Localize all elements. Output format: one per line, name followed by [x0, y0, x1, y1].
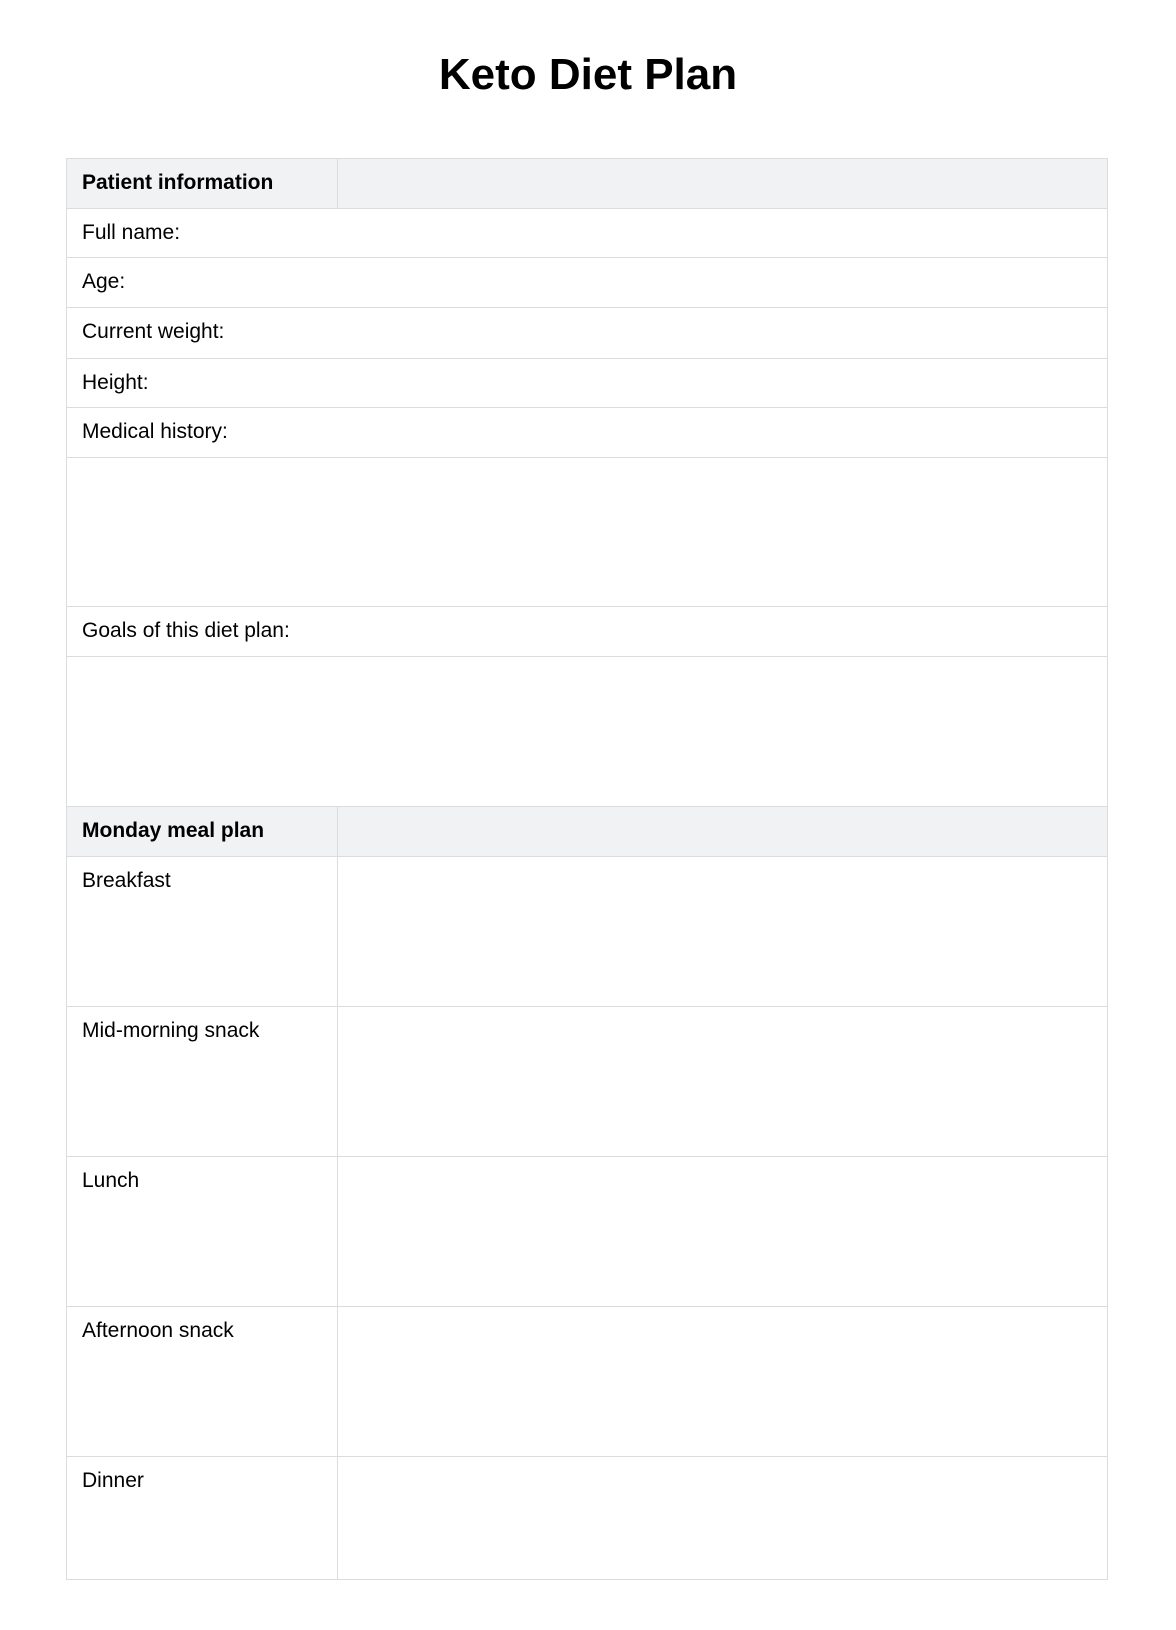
field-current-weight[interactable] — [67, 307, 1107, 358]
field-age[interactable] — [67, 257, 1107, 307]
meal-row-lunch — [67, 1156, 1107, 1306]
meal-row-dinner — [67, 1456, 1107, 1579]
meal-label: Mid-morning snack — [67, 1007, 338, 1156]
meal-row-afternoon-snack — [67, 1306, 1107, 1456]
field-height[interactable] — [67, 358, 1107, 407]
meal-label: Lunch — [67, 1157, 338, 1306]
medical-history-input-area[interactable] — [67, 457, 1107, 606]
patient-info-header: Patient information — [67, 159, 338, 208]
header-blank-cell — [338, 807, 1107, 856]
meal-input-area[interactable] — [338, 857, 1107, 1006]
field-medical-history — [67, 407, 1107, 457]
meal-plan-header: Monday meal plan — [67, 807, 338, 856]
meal-row-breakfast — [67, 856, 1107, 1006]
field-full-name[interactable] — [67, 208, 1107, 257]
meal-input-area[interactable] — [338, 1457, 1107, 1579]
header-blank-cell — [338, 159, 1107, 208]
meal-input-area[interactable] — [338, 1307, 1107, 1456]
field-label: Height: — [82, 371, 149, 394]
field-goals — [67, 606, 1107, 656]
goals-input-area[interactable] — [67, 656, 1107, 806]
meal-label: Breakfast — [67, 857, 338, 1006]
meal-row-mid-morning-snack — [67, 1006, 1107, 1156]
field-label: Goals of this diet plan: — [82, 619, 290, 642]
meal-plan-header-row — [67, 806, 1107, 856]
field-label: Age: — [82, 270, 126, 293]
keto-plan-table — [66, 158, 1108, 1580]
field-label: Current weight: — [82, 320, 225, 343]
field-label: Full name: — [82, 221, 181, 244]
meal-label: Dinner — [67, 1457, 338, 1579]
meal-label: Afternoon snack — [67, 1307, 338, 1456]
meal-input-area[interactable] — [338, 1007, 1107, 1156]
meal-input-area[interactable] — [338, 1157, 1107, 1306]
field-label: Medical history: — [82, 420, 228, 443]
patient-info-header-row — [67, 159, 1107, 208]
page-title: Keto Diet Plan — [438, 50, 738, 99]
